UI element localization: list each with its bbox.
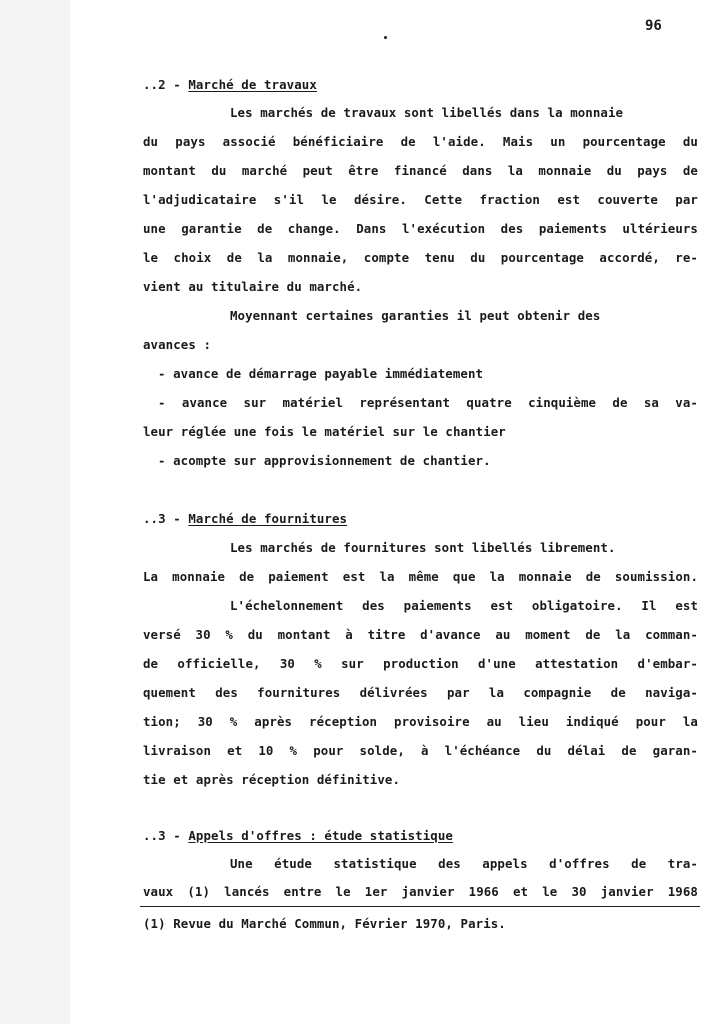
section-title: Appels d'offres : étude statistique bbox=[188, 828, 453, 843]
section-heading-appels-offres bbox=[143, 828, 453, 844]
paragraph-line: leur réglée une fois le matériel sur le chantier bbox=[143, 424, 506, 439]
paragraph-line: La monnaie de paiement est la même que la monnaie de soumission. bbox=[143, 569, 698, 584]
section-number: ..3 - bbox=[143, 511, 189, 526]
page-number: 96 bbox=[645, 18, 662, 34]
paragraph-line: montant du marché peut être financé dans la monnaie du pays de bbox=[143, 163, 698, 178]
paragraph-line: une garantie de change. Dans l'exécution des paiements ultérieurs bbox=[143, 221, 698, 236]
section-heading-travaux bbox=[143, 77, 317, 93]
scan-dot-mark bbox=[384, 36, 387, 39]
paragraph-line: avances : bbox=[143, 337, 212, 352]
paragraph-line: vaux (1) lancés entre le 1er janvier 1966 et le 30 janvier 1968 bbox=[143, 884, 698, 899]
paragraph-line: Les marchés de travaux sont libellés dans la monnaie bbox=[230, 105, 624, 120]
paragraph-line: tion; 30 % après réception provisoire au lieu indiqué pour la bbox=[143, 714, 698, 729]
footnote-separator bbox=[140, 906, 700, 907]
scan-margin-shade bbox=[0, 0, 70, 1024]
section-title: Marché de travaux bbox=[188, 77, 317, 92]
paragraph-line: du pays associé bénéficiaire de l'aide. Mais un pourcentage du bbox=[143, 134, 698, 149]
paragraph-line: Les marchés de fournitures sont libellés librement. bbox=[230, 540, 616, 555]
section-number: ..2 - bbox=[143, 77, 189, 92]
list-item: - avance de démarrage payable immédiatement bbox=[158, 366, 484, 381]
paragraph-line: Une étude statistique des appels d'offres de tra- bbox=[230, 856, 698, 871]
paragraph-line: vient au titulaire du marché. bbox=[143, 279, 363, 294]
list-item: - acompte sur approvisionnement de chantier. bbox=[158, 453, 491, 468]
paragraph-line: l'adjudicataire s'il le désire. Cette fraction est couverte par bbox=[143, 192, 698, 207]
paragraph-line: de officielle, 30 % sur production d'une attestation d'embar- bbox=[143, 656, 698, 671]
footnote: (1) Revue du Marché Commun, Février 1970, Paris. bbox=[143, 916, 506, 931]
paragraph-line: versé 30 % du montant à titre d'avance au moment de la comman- bbox=[143, 627, 698, 642]
paragraph-line: quement des fournitures délivrées par la compagnie de naviga- bbox=[143, 685, 698, 700]
list-item: - avance sur matériel représentant quatre cinquième de sa va- bbox=[158, 395, 698, 410]
paragraph-line: tie et après réception définitive. bbox=[143, 772, 401, 787]
paragraph-line: le choix de la monnaie, compte tenu du pourcentage accordé, re- bbox=[143, 250, 698, 265]
paragraph-line: Moyennant certaines garanties il peut obtenir des bbox=[230, 308, 601, 323]
section-title: Marché de fournitures bbox=[188, 511, 348, 526]
paragraph-line: L'échelonnement des paiements est obligatoire. Il est bbox=[230, 598, 698, 613]
section-number: ..3 - bbox=[143, 828, 189, 843]
paragraph-line: livraison et 10 % pour solde, à l'échéance du délai de garan- bbox=[143, 743, 698, 758]
section-heading-fournitures bbox=[143, 511, 347, 527]
